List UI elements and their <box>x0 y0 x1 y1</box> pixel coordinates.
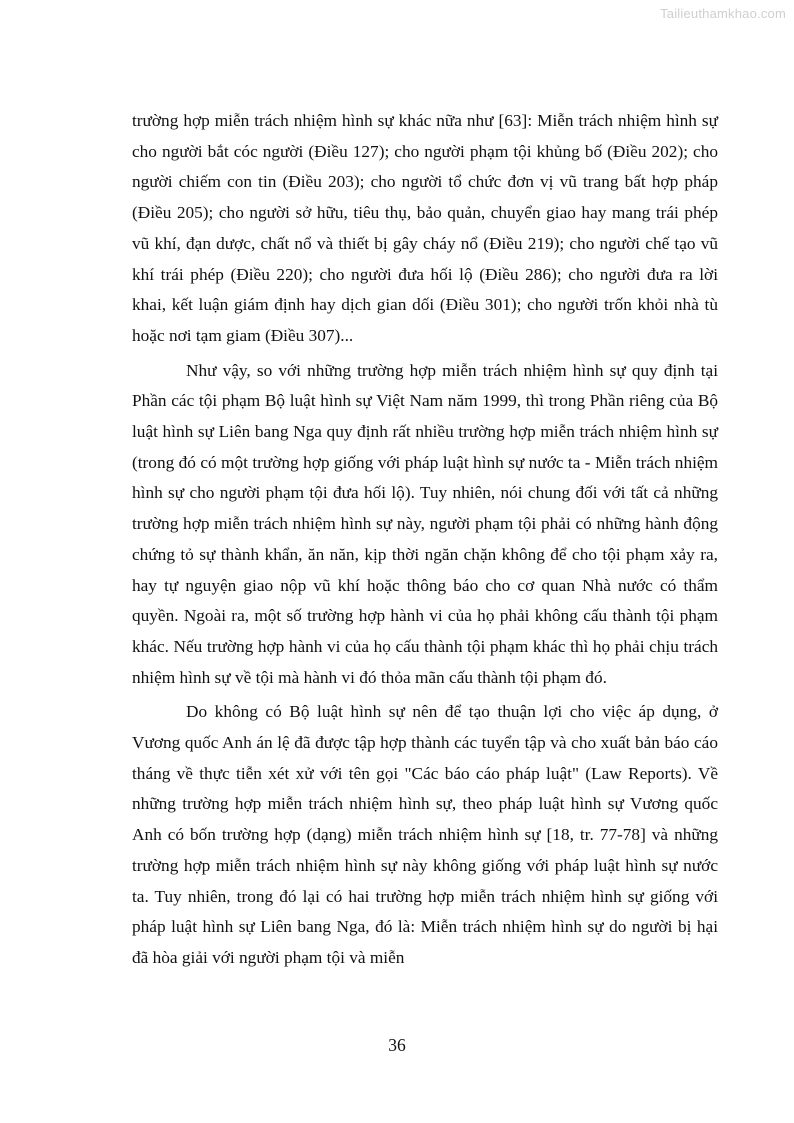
watermark: Tailieuthamkhao.com <box>660 6 786 21</box>
page-number: 36 <box>388 1035 406 1055</box>
paragraph-2: Như vậy, so với những trường hợp miễn trách nhiệm hình sự quy định tại Phần các tội phạm Bộ luật hình sự Việt Nam năm 1999, thì trong Phần riêng của Bộ luật hình sự Liên bang Nga quy định rất nhiều trường hợp miễn trách nhiệm hình sự (trong đó có một trường hợp giống với pháp luật hình sự nước ta - Miễn trách nhiệm hình sự cho người phạm tội đưa hối lộ). Tuy nhiên, nói chung đối với tất cả những trường hợp miễn trách nhiệm hình sự này, người phạm tội phải có những hành động chứng tỏ sự thành khẩn, ăn năn, kịp thời ngăn chặn không để cho tội phạm xảy ra, hay tự nguyện giao nộp vũ khí hoặc thông báo cho cơ quan Nhà nước có thẩm quyền. Ngoài ra, một số trường hợp hành vi của họ phải không cấu thành tội phạm khác. Nếu trường hợp hành vi của họ cấu thành tội phạm khác thì họ phải chịu trách nhiệm hình sự về tội mà hành vi đó thỏa mãn cấu thành tội phạm đó. <box>132 360 718 687</box>
page-body <box>132 106 718 974</box>
paragraph-1: trường hợp miễn trách nhiệm hình sự khác nữa như [63]: Miễn trách nhiệm hình sự cho người bắt cóc người (Điều 127); cho người phạm tội khủng bố (Điều 202); cho người chiếm con tin (Điều 203); cho người tổ chức đơn vị vũ trang bất hợp pháp (Điều 205); cho người sở hữu, tiêu thụ, bảo quản, chuyển giao hay mang trái phép vũ khí, đạn dược, chất nổ và thiết bị gây cháy nổ (Điều 219); cho người chế tạo vũ khí trái phép (Điều 220); cho người đưa hối lộ (Điều 286); cho người đưa ra lời khai, kết luận giám định hay dịch gian dối (Điều 301); cho người trốn khỏi nhà tù hoặc nơi tạm giam (Điều 307)... <box>132 111 718 345</box>
paragraph-3: Do không có Bộ luật hình sự nên để tạo thuận lợi cho việc áp dụng, ở Vương quốc Anh án lệ đã được tập hợp thành các tuyển tập và cho xuất bản báo cáo tháng về thực tiễn xét xử với tên gọi "Các báo cáo pháp luật" (Law Reports). Về những trường hợp miễn trách nhiệm hình sự, theo pháp luật hình sự Vương quốc Anh có bốn trường hợp (dạng) miễn trách nhiệm hình sự [18, tr. 77-78] và những trường hợp miễn trách nhiệm hình sự này không giống với pháp luật hình sự nước ta. Tuy nhiên, trong đó lại có hai trường hợp miễn trách nhiệm hình sự giống với pháp luật hình sự Liên bang Nga, đó là: Miễn trách nhiệm hình sự do người bị hại đã hòa giải với người phạm tội và miễn <box>132 702 718 967</box>
